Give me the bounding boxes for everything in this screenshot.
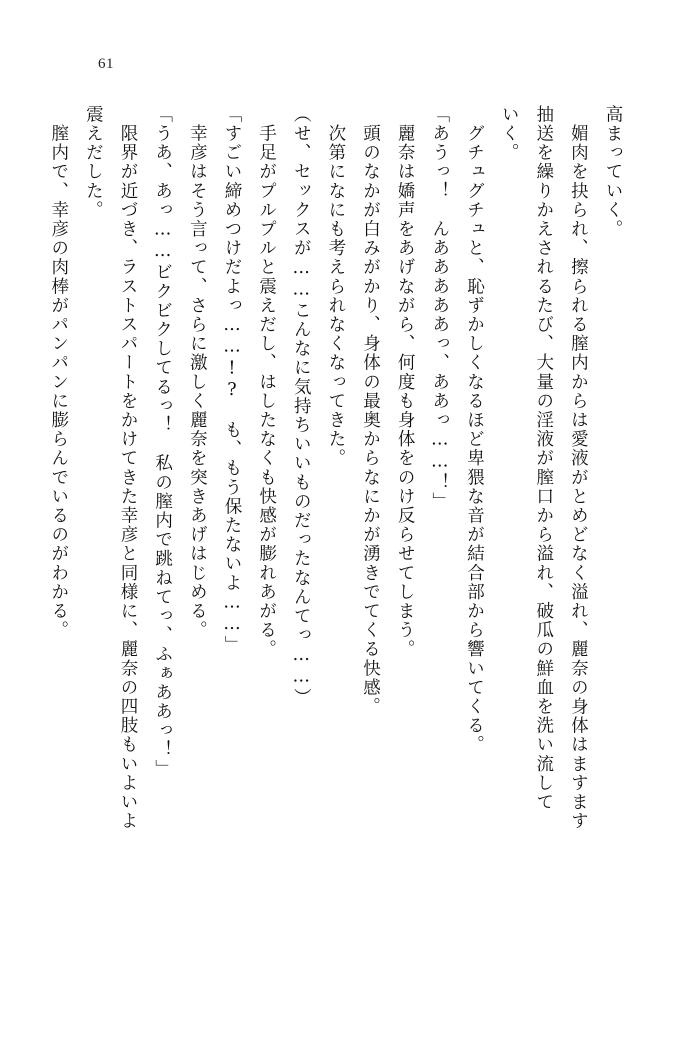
body-paragraph: グチュグチュと、恥ずかしくなるほど卑猥な音が結合部から響いてくる。 [464, 105, 485, 755]
body-paragraph: 「あうっ！ んあああああっ、ああっ……！」 [429, 105, 450, 512]
body-paragraph: いく。 [499, 105, 520, 163]
body-paragraph: 膣内で、幸彦の肉棒がパンパンに膨らんでいるのがわかる。 [48, 105, 69, 640]
body-paragraph: 麗奈は嬌声をあげながら、何度も身体をのけ反らせてしまう。 [395, 105, 416, 659]
body-paragraph: 媚肉を抉られ、擦られる膣内からは愛液がとめどなく溢れ、麗奈の身体はますます [568, 105, 589, 831]
body-paragraph: 「うあ、あっ……ビクビクしてるっ！ 私の膣内で跳ねてっ、ふぁああっ！」 [152, 105, 173, 779]
body-paragraph: 震えだした。 [83, 105, 104, 220]
page-number: 61 [98, 56, 114, 72]
body-paragraph: 頭のなかが白みがかり、身体の最奥からなにかが湧きでてくる快感。 [360, 105, 381, 717]
body-paragraph: 手足がプルプルと震えだし、はしたなくも快感が膨れあがる。 [256, 105, 277, 659]
page-body-text [48, 105, 630, 975]
body-paragraph: 「すごい締めつけだよっ……!? も、もう保たないよ……」 [221, 105, 242, 655]
body-paragraph: （せ、セックスが……こんなに気持ちいいものだったなんてっ……） [291, 105, 312, 708]
body-paragraph: 次第になにも考えられなくなってきた。 [325, 105, 346, 468]
body-paragraph: 高まっていく。 [603, 105, 623, 239]
body-paragraph: 限界が近づき、ラストスパートをかけてきた幸彦と同様に、麗奈の四肢もいよいよ [118, 105, 139, 831]
body-paragraph: 抽送を繰りかえされるたび、大量の淫液が膣口から溢れ、破瓜の鮮血を洗い流して [533, 105, 554, 812]
body-paragraph: 幸彦はそう言って、さらに激しく麗奈を突きあげはじめる。 [187, 105, 208, 640]
